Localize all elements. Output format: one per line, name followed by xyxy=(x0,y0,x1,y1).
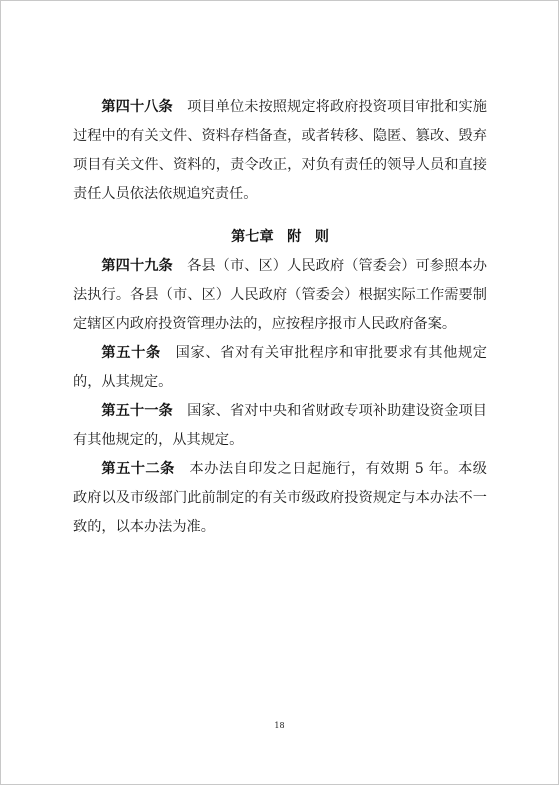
article-51 xyxy=(73,397,487,455)
article-49 xyxy=(73,252,487,339)
document-body xyxy=(73,93,487,542)
article-52-label: 第五十二条 xyxy=(101,461,175,477)
article-49-label: 第四十九条 xyxy=(101,258,173,274)
article-51-text: 国家、省对中央和省财政专项补助建设资金项目有其他规定的，从其规定。 xyxy=(73,403,487,448)
article-48 xyxy=(73,93,487,209)
article-48-text: 项目单位未按照规定将政府投资项目审批和实施过程中的有关文件、资料存档备查，或者转移、隐匿、篡改、毁弃项目有关文件、资料的，责令改正，对负有责任的领导人员和直接责任人员依法依规追究责任。 xyxy=(73,99,487,202)
article-50 xyxy=(73,339,487,397)
article-50-text: 国家、省对有关审批程序和审批要求有其他规定的，从其规定。 xyxy=(73,345,487,390)
page-number: 18 xyxy=(274,721,285,730)
article-48-label: 第四十八条 xyxy=(101,99,173,115)
article-50-label: 第五十条 xyxy=(101,345,161,361)
chapter-heading: 第七章 附 则 xyxy=(231,229,329,245)
article-49-text: 各县（市、区）人民政府（管委会）可参照本办法执行。各县（市、区）人民政府（管委会）根据实际工作需要制定辖区内政府投资管理办法的，应按程序报市人民政府备案。 xyxy=(73,258,487,332)
article-52-text: 本办法自印发之日起施行，有效期 5 年。本级政府以及市级部门此前制定的有关市级政府投资规定与本办法不一致的，以本办法为准。 xyxy=(73,461,487,535)
article-51-label: 第五十一条 xyxy=(101,403,173,419)
article-52 xyxy=(73,455,487,542)
